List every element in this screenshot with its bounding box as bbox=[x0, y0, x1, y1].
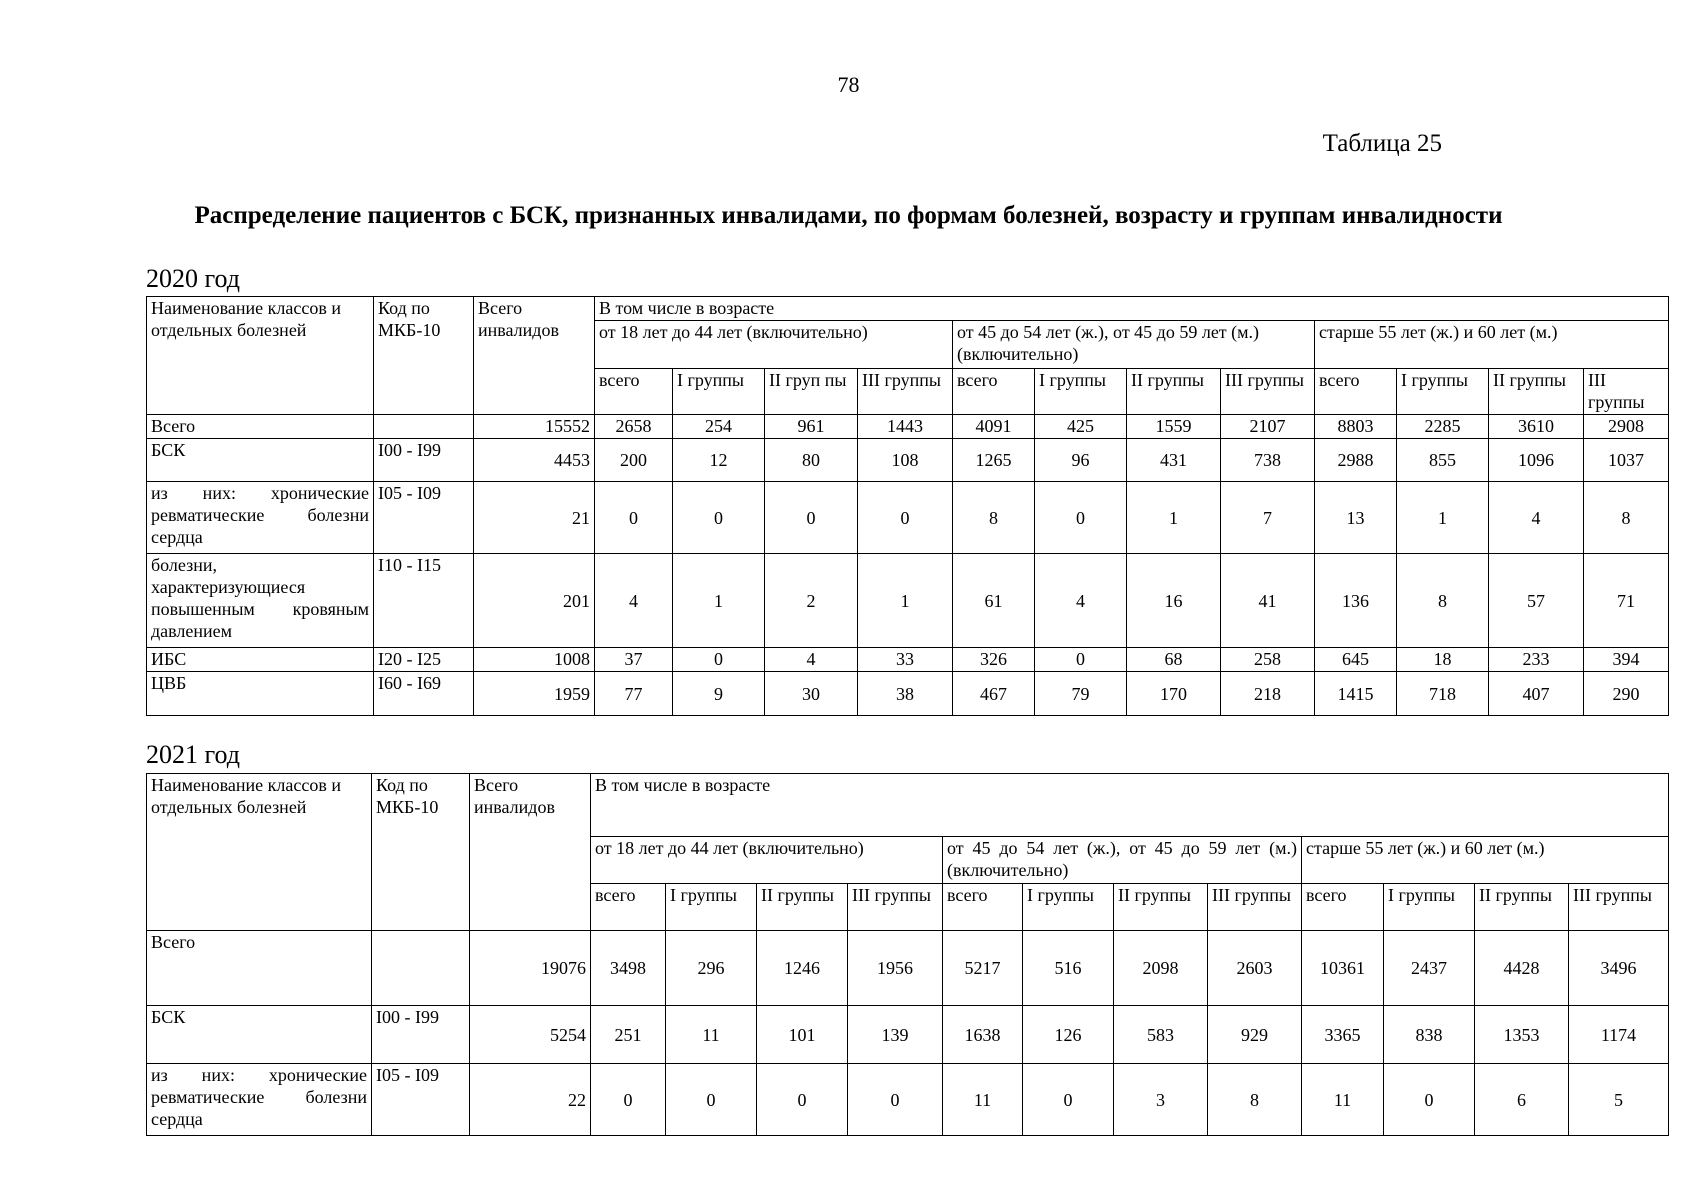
header-sub-column: I группы bbox=[1397, 369, 1489, 415]
row-value: 233 bbox=[1489, 648, 1584, 672]
row-name: ЦВБ bbox=[147, 672, 374, 716]
table-row bbox=[147, 1064, 1669, 1136]
row-value: 8 bbox=[1397, 554, 1489, 648]
row-value: 71 bbox=[1584, 554, 1669, 648]
row-code: I60 - I69 bbox=[374, 672, 474, 716]
row-total-value: 21 bbox=[474, 482, 595, 554]
row-total-value: 15552 bbox=[474, 415, 595, 439]
header-sub-column: I группы bbox=[673, 369, 765, 415]
header-age-group-3: старше 55 лет (ж.) и 60 лет (м.) bbox=[1315, 321, 1669, 369]
header-total: Всего инвалидов bbox=[474, 297, 595, 415]
header-sub-column: III группы bbox=[1584, 369, 1669, 415]
row-value: 136 bbox=[1315, 554, 1397, 648]
row-value: 3498 bbox=[591, 931, 666, 1006]
table-row bbox=[147, 1006, 1669, 1064]
row-value: 18 bbox=[1397, 648, 1489, 672]
row-value: 0 bbox=[757, 1064, 848, 1136]
row-value: 1 bbox=[1397, 482, 1489, 554]
row-name: БСК bbox=[147, 439, 374, 482]
row-value: 251 bbox=[591, 1006, 666, 1064]
row-name: болезни, характеризующиеся повышенным кровяным давлением bbox=[147, 554, 374, 648]
header-name: Наименование классов и отдельных болезней bbox=[147, 297, 374, 415]
header-total: Всего инвалидов bbox=[470, 774, 591, 931]
row-value: 296 bbox=[666, 931, 757, 1006]
header-sub-column: всего bbox=[943, 884, 1023, 931]
row-value: 0 bbox=[765, 482, 858, 554]
row-name: из них: хронические ревматические болезни сердца bbox=[147, 482, 374, 554]
row-value: 0 bbox=[1384, 1064, 1475, 1136]
table-row bbox=[147, 931, 1669, 1006]
row-value: 61 bbox=[953, 554, 1035, 648]
year-label-2020: 2020 год bbox=[146, 264, 240, 293]
header-sub-column: II группы bbox=[1114, 884, 1208, 931]
header-sub-column: II группы bbox=[1489, 369, 1584, 415]
row-code: I00 - I99 bbox=[372, 1006, 470, 1064]
header-sub-column: I группы bbox=[1384, 884, 1475, 931]
row-value: 290 bbox=[1584, 672, 1669, 716]
header-code: Код по МКБ-10 bbox=[374, 297, 474, 415]
row-value: 11 bbox=[1302, 1064, 1384, 1136]
header-age-heading: В том числе в возрасте bbox=[591, 774, 1669, 837]
row-value: 961 bbox=[765, 415, 858, 439]
row-code: I05 - I09 bbox=[372, 1064, 470, 1136]
row-value: 1265 bbox=[953, 439, 1035, 482]
row-value: 101 bbox=[757, 1006, 848, 1064]
table-body bbox=[147, 415, 1669, 716]
row-total-value: 201 bbox=[474, 554, 595, 648]
table-header bbox=[147, 297, 1669, 415]
row-total-value: 4453 bbox=[474, 439, 595, 482]
table-number: Таблица 25 bbox=[1322, 130, 1442, 157]
row-name: ИБС bbox=[147, 648, 374, 672]
row-value: 79 bbox=[1035, 672, 1127, 716]
row-value: 1096 bbox=[1489, 439, 1584, 482]
row-value: 1559 bbox=[1127, 415, 1221, 439]
row-value: 16 bbox=[1127, 554, 1221, 648]
row-value: 0 bbox=[666, 1064, 757, 1136]
row-value: 8 bbox=[1208, 1064, 1302, 1136]
table-body bbox=[147, 931, 1669, 1136]
row-value: 645 bbox=[1315, 648, 1397, 672]
table-row bbox=[147, 554, 1669, 648]
header-age-group-1: от 18 лет до 44 лет (включительно) bbox=[591, 837, 943, 884]
row-value: 2098 bbox=[1114, 931, 1208, 1006]
row-value: 1956 bbox=[848, 931, 943, 1006]
row-value: 200 bbox=[595, 439, 673, 482]
row-value: 4428 bbox=[1475, 931, 1569, 1006]
row-value: 4 bbox=[765, 648, 858, 672]
row-value: 425 bbox=[1035, 415, 1127, 439]
row-value: 10361 bbox=[1302, 931, 1384, 1006]
row-value: 855 bbox=[1397, 439, 1489, 482]
row-value: 2107 bbox=[1221, 415, 1315, 439]
row-value: 2603 bbox=[1208, 931, 1302, 1006]
row-value: 57 bbox=[1489, 554, 1584, 648]
row-value: 108 bbox=[858, 439, 953, 482]
header-sub-column: всего bbox=[953, 369, 1035, 415]
row-value: 12 bbox=[673, 439, 765, 482]
row-value: 30 bbox=[765, 672, 858, 716]
row-value: 2285 bbox=[1397, 415, 1489, 439]
row-value: 467 bbox=[953, 672, 1035, 716]
row-code: I05 - I09 bbox=[374, 482, 474, 554]
row-name: Всего bbox=[147, 931, 372, 1006]
row-value: 583 bbox=[1114, 1006, 1208, 1064]
row-value: 0 bbox=[1035, 482, 1127, 554]
row-value: 2437 bbox=[1384, 931, 1475, 1006]
header-age-group-1: от 18 лет до 44 лет (включительно) bbox=[595, 321, 953, 369]
row-value: 1174 bbox=[1569, 1006, 1669, 1064]
row-value: 0 bbox=[1023, 1064, 1114, 1136]
header-sub-column: I группы bbox=[1035, 369, 1127, 415]
row-value: 0 bbox=[673, 648, 765, 672]
row-value: 3496 bbox=[1569, 931, 1669, 1006]
row-value: 9 bbox=[673, 672, 765, 716]
row-value: 4 bbox=[595, 554, 673, 648]
row-code: I10 - I15 bbox=[374, 554, 474, 648]
row-value: 0 bbox=[591, 1064, 666, 1136]
row-value: 41 bbox=[1221, 554, 1315, 648]
header-sub-column: II груп пы bbox=[765, 369, 858, 415]
header-sub-column: всего bbox=[595, 369, 673, 415]
row-value: 4 bbox=[1035, 554, 1127, 648]
row-total-value: 1959 bbox=[474, 672, 595, 716]
row-value: 1443 bbox=[858, 415, 953, 439]
header-sub-column: III группы bbox=[1208, 884, 1302, 931]
row-value: 0 bbox=[848, 1064, 943, 1136]
row-total-value: 5254 bbox=[470, 1006, 591, 1064]
row-value: 326 bbox=[953, 648, 1035, 672]
row-value: 80 bbox=[765, 439, 858, 482]
row-value: 68 bbox=[1127, 648, 1221, 672]
row-value: 2658 bbox=[595, 415, 673, 439]
header-age-group-2: от 45 до 54 лет (ж.), от 45 до 59 лет (м.) (включительно) bbox=[943, 837, 1302, 884]
row-code bbox=[372, 931, 470, 1006]
row-value: 929 bbox=[1208, 1006, 1302, 1064]
row-value: 1638 bbox=[943, 1006, 1023, 1064]
row-name: Всего bbox=[147, 415, 374, 439]
header-sub-column: всего bbox=[591, 884, 666, 931]
row-value: 258 bbox=[1221, 648, 1315, 672]
row-value: 8803 bbox=[1315, 415, 1397, 439]
row-value: 5217 bbox=[943, 931, 1023, 1006]
row-total-value: 1008 bbox=[474, 648, 595, 672]
page-title: Распределение пациентов с БСК, признанных инвалидами, по формам болезней, возрасту и группам инвалидности bbox=[194, 202, 1503, 229]
row-value: 126 bbox=[1023, 1006, 1114, 1064]
row-value: 13 bbox=[1315, 482, 1397, 554]
row-value: 254 bbox=[673, 415, 765, 439]
row-value: 1246 bbox=[757, 931, 848, 1006]
row-value: 3365 bbox=[1302, 1006, 1384, 1064]
table-row bbox=[147, 482, 1669, 554]
row-value: 394 bbox=[1584, 648, 1669, 672]
row-code: I20 - I25 bbox=[374, 648, 474, 672]
header-age-group-3: старше 55 лет (ж.) и 60 лет (м.) bbox=[1302, 837, 1669, 884]
table-header bbox=[147, 774, 1669, 931]
header-age-heading: В том числе в возрасте bbox=[595, 297, 1669, 321]
row-value: 407 bbox=[1489, 672, 1584, 716]
table-row bbox=[147, 439, 1669, 482]
row-value: 3 bbox=[1114, 1064, 1208, 1136]
table-2021 bbox=[146, 773, 1669, 1136]
row-name: БСК bbox=[147, 1006, 372, 1064]
row-value: 3610 bbox=[1489, 415, 1584, 439]
row-value: 77 bbox=[595, 672, 673, 716]
row-value: 2988 bbox=[1315, 439, 1397, 482]
row-value: 11 bbox=[666, 1006, 757, 1064]
header-sub-column: III группы bbox=[848, 884, 943, 931]
row-value: 4091 bbox=[953, 415, 1035, 439]
header-sub-column: I группы bbox=[666, 884, 757, 931]
year-label-2021: 2021 год bbox=[146, 740, 240, 769]
row-value: 2908 bbox=[1584, 415, 1669, 439]
row-value: 1037 bbox=[1584, 439, 1669, 482]
row-value: 170 bbox=[1127, 672, 1221, 716]
row-value: 838 bbox=[1384, 1006, 1475, 1064]
header-sub-column: II группы bbox=[1475, 884, 1569, 931]
table-row bbox=[147, 648, 1669, 672]
table-2020 bbox=[146, 296, 1669, 716]
row-value: 38 bbox=[858, 672, 953, 716]
header-sub-column: III группы bbox=[1221, 369, 1315, 415]
table-row bbox=[147, 415, 1669, 439]
row-value: 37 bbox=[595, 648, 673, 672]
row-value: 0 bbox=[673, 482, 765, 554]
row-value: 0 bbox=[1035, 648, 1127, 672]
header-sub-column: II группы bbox=[1127, 369, 1221, 415]
page-number: 78 bbox=[837, 72, 860, 97]
row-code: I00 - I99 bbox=[374, 439, 474, 482]
header-age-group-2: от 45 до 54 лет (ж.), от 45 до 59 лет (м.) (включительно) bbox=[953, 321, 1315, 369]
row-value: 4 bbox=[1489, 482, 1584, 554]
row-value: 96 bbox=[1035, 439, 1127, 482]
row-value: 0 bbox=[858, 482, 953, 554]
header-sub-column: II группы bbox=[757, 884, 848, 931]
header-sub-column: I группы bbox=[1023, 884, 1114, 931]
row-value: 7 bbox=[1221, 482, 1315, 554]
row-total-value: 19076 bbox=[470, 931, 591, 1006]
row-value: 1 bbox=[1127, 482, 1221, 554]
row-value: 11 bbox=[943, 1064, 1023, 1136]
row-value: 1415 bbox=[1315, 672, 1397, 716]
row-value: 2 bbox=[765, 554, 858, 648]
row-value: 1353 bbox=[1475, 1006, 1569, 1064]
header-code: Код по МКБ-10 bbox=[372, 774, 470, 931]
row-value: 431 bbox=[1127, 439, 1221, 482]
header-sub-column: всего bbox=[1315, 369, 1397, 415]
header-sub-column: всего bbox=[1302, 884, 1384, 931]
header-name: Наименование классов и отдельных болезней bbox=[147, 774, 372, 931]
row-value: 8 bbox=[953, 482, 1035, 554]
row-value: 5 bbox=[1569, 1064, 1669, 1136]
row-value: 516 bbox=[1023, 931, 1114, 1006]
row-value: 738 bbox=[1221, 439, 1315, 482]
row-value: 1 bbox=[858, 554, 953, 648]
row-value: 139 bbox=[848, 1006, 943, 1064]
row-name: из них: хронические ревматические болезни сердца bbox=[147, 1064, 372, 1136]
header-sub-column: III группы bbox=[858, 369, 953, 415]
row-total-value: 22 bbox=[470, 1064, 591, 1136]
row-value: 1 bbox=[673, 554, 765, 648]
row-value: 6 bbox=[1475, 1064, 1569, 1136]
row-value: 218 bbox=[1221, 672, 1315, 716]
row-code bbox=[374, 415, 474, 439]
row-value: 8 bbox=[1584, 482, 1669, 554]
row-value: 33 bbox=[858, 648, 953, 672]
header-sub-column: III группы bbox=[1569, 884, 1669, 931]
row-value: 0 bbox=[595, 482, 673, 554]
row-value: 718 bbox=[1397, 672, 1489, 716]
table-row bbox=[147, 672, 1669, 716]
